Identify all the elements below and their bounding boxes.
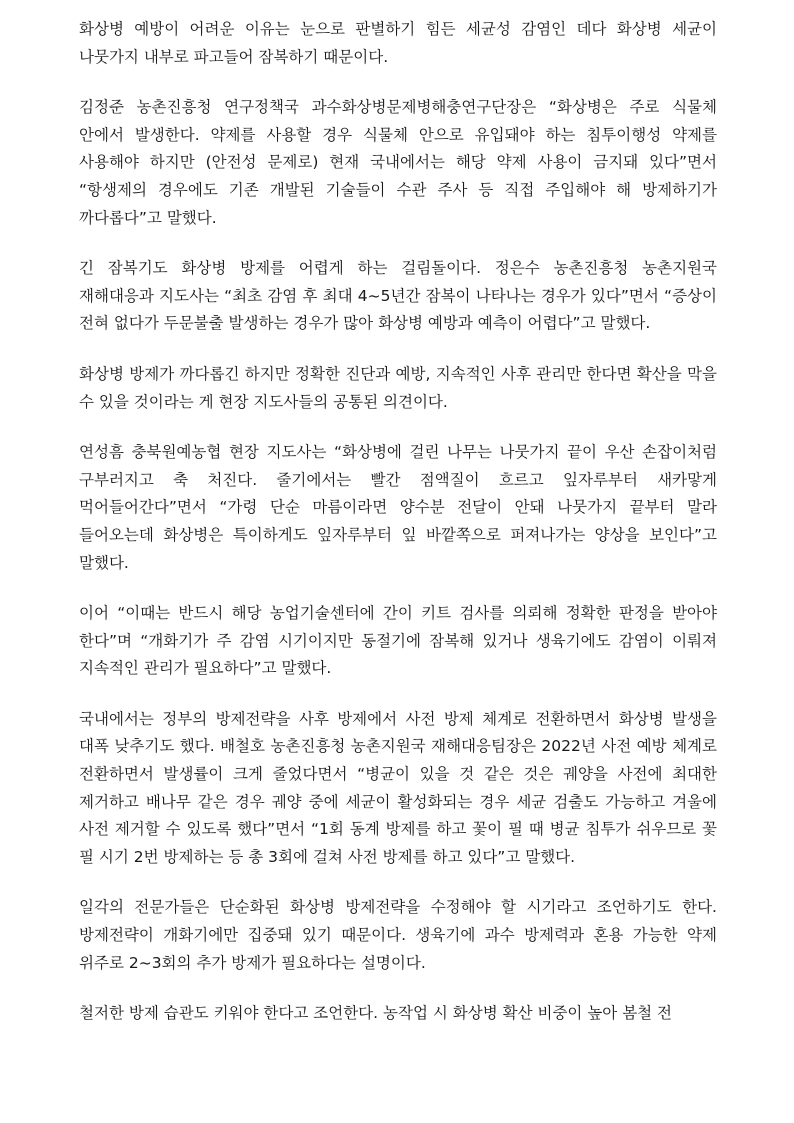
paragraph-6: 이어 “이때는 반드시 해당 농업기술센터에 간이 키트 검사를 의뢰해 정확한 판정을 받아야 한다”며 “개화기가 주 감염 시기이지만 동절기에 잠복해 있거나 생육기에도 감염이 이뤄져 지속적인 관리가 필요하다”고 말했다. [79, 604, 717, 678]
paragraph-2: 김정준 농촌진흥청 연구정책국 과수화상병문제병해충연구단장은 “화상병은 주로 식물체 안에서 발생한다. 약제를 사용할 경우 식물체 안으로 유입돼야 하는 침투이행성 약제를 사용해야 하지만 (안전성 문제로) 현재 국내에서는 해당 약제 사용이 금지돼 있다”면서 “항생제의 경우에도 기존 개발된 기술들이 수관 주사 등 직접 주입해야 해 방제하기가 까다롭다”고 말했다. [79, 98, 717, 227]
paragraph-5: 연성흠 충북원예농협 현장 지도사는 “화상병에 걸린 나무는 나뭇가지 끝이 우산 손잡이처럼 구부러지고 축 처진다. 줄기에서는 빨간 점액질이 흐르고 잎자루부터 새카맣게 먹어들어간다”면서 “가령 단순 마름이라면 양수분 전달이 안돼 나뭇가지 끝부터 말라 들어오는데 화상병은 특이하게도 잎자루부터 잎 바깥쪽으로 퍼져나가는 양상을 보인다”고 말했다. [79, 443, 717, 572]
paragraph-4: 화상병 방제가 까다롭긴 하지만 정확한 진단과 예방, 지속적인 사후 관리만 한다면 확산을 막을 수 있을 것이라는 게 현장 지도사들의 공통된 의견이다. [79, 364, 717, 411]
paragraph-3: 긴 잠복기도 화상병 방제를 어렵게 하는 걸림돌이다. 정은수 농촌진흥청 농촌지원국 재해대응과 지도사는 “최초 감염 후 최대 4~5년간 잠복이 나타나는 경우가 있다”면서 “증상이 전혀 없다가 두문불출 발생하는 경우가 많아 화상병 예방과 예측이 어렵다”고 말했다. [79, 259, 717, 333]
paragraph-8: 일각의 전문가들은 단순화된 화상병 방제전략을 수정해야 할 시기라고 조언하기도 한다. 방제전략이 개화기에만 집중돼 있기 때문이다. 생육기에 과수 방제력과 혼용 가능한 약제 위주로 2~3회의 추가 방제가 필요하다는 설명이다. [79, 898, 717, 972]
paragraph-1: 화상병 예방이 어려운 이유는 눈으로 판별하기 힘든 세균성 감염인 데다 화상병 세균이 나뭇가지 내부로 파고들어 잠복하기 때문이다. [79, 20, 717, 66]
article-body [79, 16, 717, 1051]
paragraph-9: 철저한 방제 습관도 키워야 한다고 조언한다. 농작업 시 화상병 확산 비중이 높아 봄철 전 [79, 1004, 673, 1023]
paragraph-7: 국내에서는 정부의 방제전략을 사후 방제에서 사전 방제 체계로 전환하면서 화상병 발생을 대폭 낮추기도 했다. 배철호 농촌진흥청 농촌지원국 재해대응팀장은 2022년 사전 예방 체계로 전환하면서 발생률이 크게 줄었다면서 “병균이 있을 것 같은 것은 궤양을 사전에 최대한 제거하고 배나무 같은 경우 궤양 중에 세균이 활성화되는 경우 세균 검출도 가능하고 겨울에 사전 제거할 수 있도록 했다”면서 “1회 동계 방제를 하고 꽃이 필 때 병균 침투가 쉬우므로 꽃 필 시기 2번 방제하는 등 총 3회에 걸쳐 사전 방제를 하고 있다”고 말했다. [79, 709, 717, 866]
